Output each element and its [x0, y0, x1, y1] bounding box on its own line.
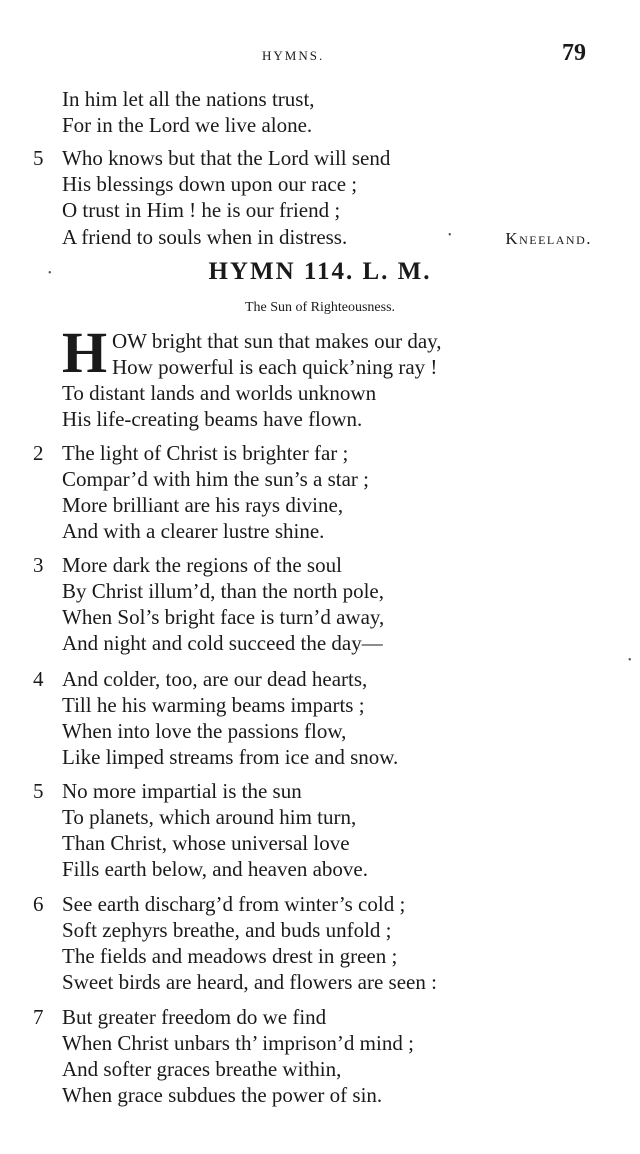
verse-line: No more impartial is the sun	[62, 779, 302, 803]
stanza-number: 5	[33, 779, 44, 803]
verse-line: More dark the regions of the soul	[62, 553, 342, 577]
page-number: 79	[562, 40, 586, 66]
verse-line: When into love the passions flow,	[62, 719, 347, 743]
running-head	[0, 40, 640, 70]
hymn-heading: HYMN 114. L. M.	[208, 258, 432, 285]
verse-line: And softer graces breathe within,	[62, 1057, 342, 1081]
stanza-number: 3	[33, 553, 44, 577]
verse-line: O trust in Him ! he is our friend ;	[62, 198, 341, 222]
verse-line: The fields and meadows drest in green ;	[62, 944, 398, 968]
verse-line: His blessings down upon our race ;	[62, 172, 358, 196]
verse-line: Sweet birds are heard, and flowers are seen :	[62, 970, 437, 994]
stanza-number: 4	[33, 667, 44, 691]
verse-line: Than Christ, whose universal love	[62, 831, 350, 855]
verse-line: A friend to souls when in distress.	[62, 225, 348, 249]
print-speck: •	[628, 655, 632, 666]
verse-line: When Christ unbars th’ imprison’d mind ;	[62, 1031, 414, 1055]
stanza-number: 6	[33, 892, 44, 916]
print-speck: •	[448, 230, 452, 241]
verse-line: By Christ illum’d, than the north pole,	[62, 579, 384, 603]
hymn-subtitle: The Sun of Righteousness.	[244, 300, 396, 315]
verse-line: When Sol’s bright face is turn’d away,	[62, 605, 385, 629]
verse-line: Till he his warming beams imparts ;	[62, 693, 365, 717]
verse-line: When grace subdues the power of sin.	[62, 1083, 383, 1107]
drop-cap: H	[62, 320, 108, 385]
running-title: HYMNS.	[262, 48, 325, 63]
stanza-number: 7	[33, 1005, 44, 1029]
verse-line: Compar’d with him the sun’s a star ;	[62, 467, 369, 491]
author-attribution: Kneeland.	[505, 229, 592, 248]
verse-line: But greater freedom do we find	[62, 1005, 327, 1029]
verse-line: Like limped streams from ice and snow.	[62, 745, 399, 769]
verse-line: See earth discharg’d from winter’s cold ;	[62, 892, 406, 916]
verse-line: To distant lands and worlds unknown	[62, 381, 377, 405]
stanza-number: 5	[33, 146, 44, 170]
verse-line: And with a clearer lustre shine.	[62, 519, 325, 543]
verse-line: How powerful is each quick’ning ray !	[112, 355, 438, 379]
verse-line: The light of Christ is brighter far ;	[62, 441, 349, 465]
verse-line: And colder, too, are our dead hearts,	[62, 667, 368, 691]
verse-line: Fills earth below, and heaven above.	[62, 857, 368, 881]
verse-line: Who knows but that the Lord will send	[62, 146, 391, 170]
stanza-number: 2	[33, 441, 44, 465]
verse-line: His life-creating beams have flown.	[62, 407, 363, 431]
verse-line: OW bright that sun that makes our day,	[112, 329, 442, 353]
verse-line: Soft zephyrs breathe, and buds unfold ;	[62, 918, 392, 942]
verse-line: To planets, which around him turn,	[62, 805, 357, 829]
verse-line: And night and cold succeed the day—	[62, 631, 383, 655]
verse-line: For in the Lord we live alone.	[62, 113, 313, 137]
verse-line: More brilliant are his rays divine,	[62, 493, 344, 517]
verse-line: In him let all the nations trust,	[62, 87, 315, 111]
print-speck: •	[48, 268, 52, 279]
